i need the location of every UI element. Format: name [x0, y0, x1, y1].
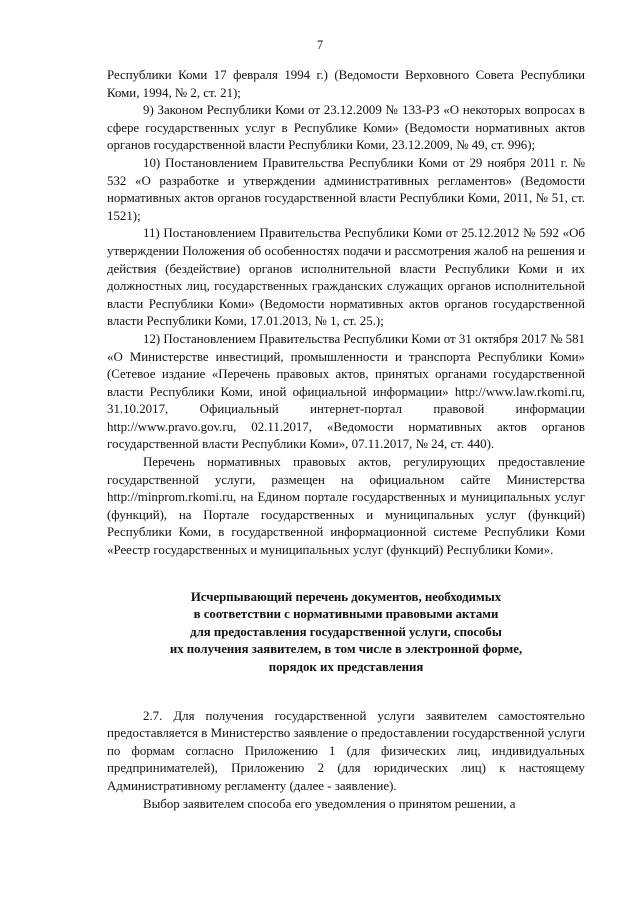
heading-line: порядок их представления	[268, 660, 424, 674]
page-number: 7	[316, 38, 324, 52]
paragraph-2-7: 2.7. Для получения государственной услуги заявителем самостоятельно предоставляется в Министерство заявление о предоставлении государственной услуги по формам согласно Приложению 1 (для физических лиц, индивидуальных предпринимателей), Приложению 2 (для юридических лиц) к настоящему Административному регламенту (далее - заявление).	[107, 708, 585, 793]
paragraph-item-12: 12) Постановлением Правительства Республики Коми от 31 октября 2017 № 581 «О Министерстве инвестиций, промышленности и транспорта Республики Коми» (Сетевое издание «Перечень правовых актов, принятых органами государственной власти Республики Коми, иной официальной информации» http://www.law.rkomi.ru, 31.10.2017, Официальный интернет-портал правовой информации http://www.pravo.gov.ru, 02.11.2017, «Ведомости нормативных актов органов государственной власти Республики Коми», 07.11.2017, № 24, ст. 440).	[107, 331, 585, 452]
paragraph-notification-choice: Выбор заявителем способа его уведомления о принятом решении, а	[143, 796, 516, 811]
heading-line: в соответствии с нормативными правовыми актами	[193, 607, 499, 622]
paragraph-item-9: 9) Законом Республики Коми от 23.12.2009 № 133-РЗ «О некоторых вопросах в сфере государственных услуг в Республике Коми» (Ведомости нормативных актов органов государственной власти Республики Коми, 23.12.2009, № 49, ст. 996);	[107, 103, 585, 153]
heading-line: для предоставления государственной услуги, способы	[190, 624, 502, 639]
section-heading	[107, 589, 585, 677]
paragraph-acts-list: Перечень нормативных правовых актов, регулирующих предоставление государственной услуги, размещен на официальном сайте Министерства http://minprom.rkomi.ru, на Едином портале государственных и муниципальных услуг (функций), на Портале государственных и муниципальных услуг (функций) Республики Коми, в государственной информационной системе Республики Коми «Реестр государственных и муниципальных услуг (функций) Республики Коми».	[107, 455, 585, 558]
heading-line: Исчерпывающий перечень документов, необходимых	[190, 589, 502, 604]
paragraph-item-11: 11) Постановлением Правительства Республики Коми от 25.12.2012 № 592 «Об утверждении Положения об особенностях подачи и рассмотрения жалоб на решения и действия (бездействие) органов исполнительной власти Республики Коми и их должностных лиц, государственных гражданских служащих органов исполнительной власти Республики Коми» (Ведомости нормативных актов органов государственной власти Республики Коми, 17.01.2013, № 1, ст. 25.);	[107, 226, 585, 329]
document-body	[107, 67, 585, 813]
paragraph-item-10: 10) Постановлением Правительства Республики Коми от 29 ноября 2011 г. № 532 «О разработке и утверждении административных регламентов» (Ведомости нормативных актов органов государственной власти Республики Коми, 2011, № 51, ст. 1521);	[107, 155, 585, 223]
paragraph-continuation: Республики Коми 17 февраля 1994 г.) (Ведомости Верховного Совета Республики Коми, 1994, № 2, ст. 21);	[107, 68, 585, 100]
heading-line: их получения заявителем, в том числе в электронной форме,	[169, 642, 523, 657]
